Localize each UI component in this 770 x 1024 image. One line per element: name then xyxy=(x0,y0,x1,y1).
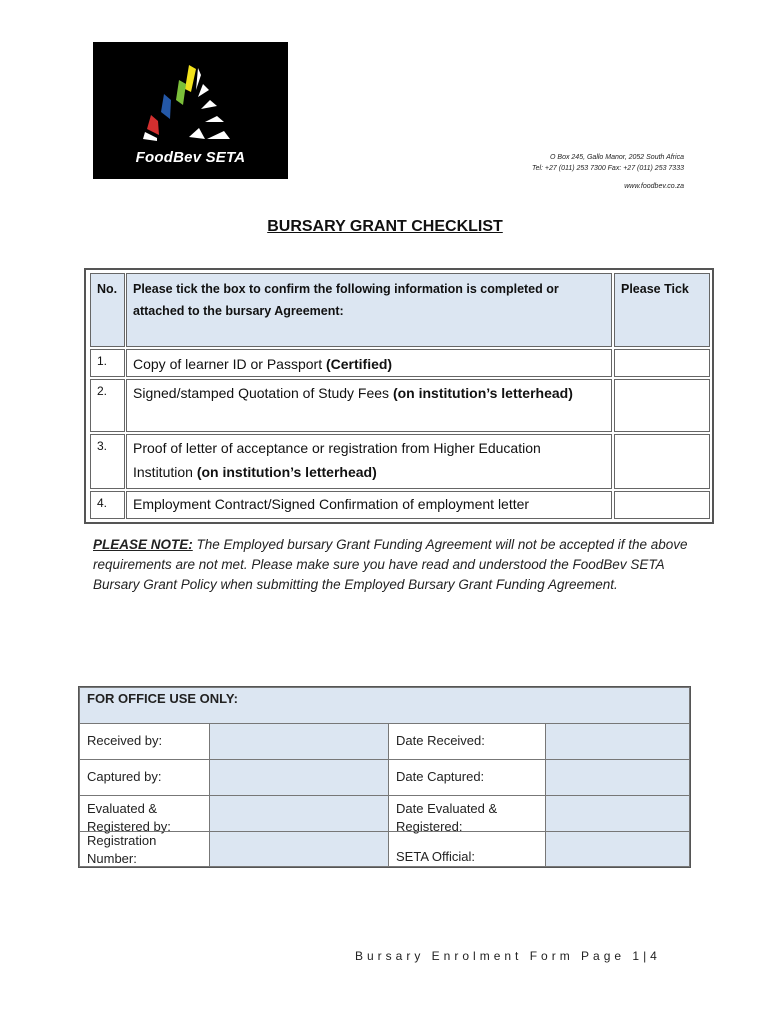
received-by-field[interactable] xyxy=(209,723,389,760)
date-received-field[interactable] xyxy=(545,723,690,760)
header-no: No. xyxy=(90,273,125,347)
date-evaluated-field[interactable] xyxy=(545,795,690,832)
foodbev-seta-logo xyxy=(93,42,288,179)
row-1-tick-box[interactable] xyxy=(614,349,710,377)
row-3-tick-box[interactable] xyxy=(614,434,710,489)
captured-by-field[interactable] xyxy=(209,759,389,796)
registration-number-label: Registration Number: xyxy=(79,831,210,867)
date-evaluated-label: Date Evaluated & Registered: xyxy=(388,795,546,832)
row-4-number: 4. xyxy=(90,491,125,519)
evaluated-registered-field[interactable] xyxy=(209,795,389,832)
evaluated-registered-label: Evaluated & Registered by: xyxy=(79,795,210,832)
logo-text: FoodBev SETA xyxy=(135,149,246,166)
row-1-text: Copy of learner ID or Passport (Certified) xyxy=(126,349,612,377)
captured-by-label: Captured by: xyxy=(79,759,210,796)
office-use-table xyxy=(78,686,691,868)
registration-number-field[interactable] xyxy=(209,831,389,867)
header-instructions: Please tick the box to confirm the following information is completed or attached to the bursary Agreement: xyxy=(126,273,612,347)
checklist-table xyxy=(84,268,714,524)
seta-official-label: SETA Official: xyxy=(388,831,546,867)
please-note xyxy=(93,535,693,595)
row-3-text: Proof of letter of acceptance or registration from Higher Education Institution (on institution’s letterhead) xyxy=(126,434,612,489)
page-footer: Bursary Enrolment Form Page 1|4 xyxy=(355,949,661,963)
date-received-label: Date Received: xyxy=(388,723,546,760)
please-note-text: The Employed bursary Grant Funding Agreement will not be accepted if the above requirements are not met. Please make sure you have read and understood the FoodBev SETA Bursary Grant Policy when submitting the Employed Bursary Grant Funding Agreement. xyxy=(93,537,688,592)
office-use-header: FOR OFFICE USE ONLY: xyxy=(79,687,690,724)
website: www.foodbev.co.za xyxy=(624,183,684,190)
page-title: BURSARY GRANT CHECKLIST xyxy=(267,218,503,235)
row-1-number: 1. xyxy=(90,349,125,377)
address-line-1: O Box 245, Gallo Manor, 2052 South Africa xyxy=(550,154,684,161)
please-note-label: PLEASE NOTE: xyxy=(93,537,193,552)
date-captured-field[interactable] xyxy=(545,759,690,796)
row-3-number: 3. xyxy=(90,434,125,489)
row-2-text: Signed/stamped Quotation of Study Fees (on institution’s letterhead) xyxy=(126,379,612,432)
row-4-tick-box[interactable] xyxy=(614,491,710,519)
row-4-text: Employment Contract/Signed Confirmation of employment letter xyxy=(126,491,612,519)
seta-official-field[interactable] xyxy=(545,831,690,867)
row-2-number: 2. xyxy=(90,379,125,432)
address-line-2: Tel: +27 (011) 253 7300 Fax: +27 (011) 253 7333 xyxy=(531,165,684,172)
received-by-label: Received by: xyxy=(79,723,210,760)
row-2-tick-box[interactable] xyxy=(614,379,710,432)
header-please-tick: Please Tick xyxy=(614,273,710,347)
date-captured-label: Date Captured: xyxy=(388,759,546,796)
